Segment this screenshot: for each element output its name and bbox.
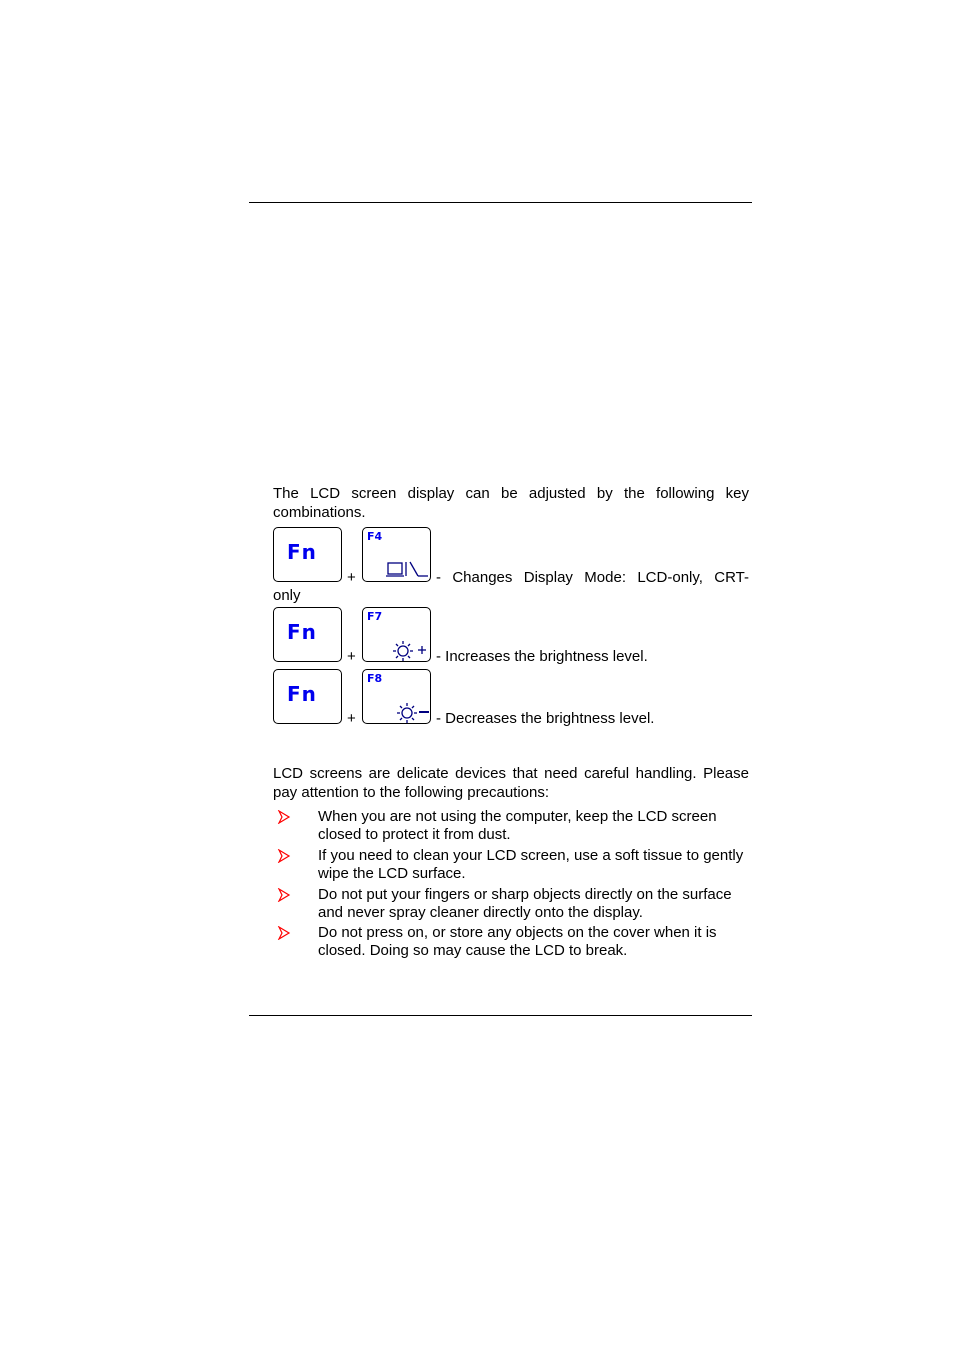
fn-key bbox=[273, 669, 342, 724]
fn-key-label: Fn bbox=[287, 540, 317, 564]
hotkey-f4-desc-wrap: only bbox=[273, 587, 301, 604]
precaution-item: Do not put your fingers or sharp objects directly on the surface and never spray cleaner directly onto the display. bbox=[318, 886, 732, 921]
fn-key-label: Fn bbox=[287, 620, 317, 644]
f7-key-label: F7 bbox=[367, 610, 383, 623]
plus-sign: + bbox=[347, 648, 356, 665]
fn-key bbox=[273, 527, 342, 582]
precaution-item: Do not press on, or store any objects on the cover when it is closed. Doing so may cause the LCD to break. bbox=[318, 924, 717, 959]
fn-key bbox=[273, 607, 342, 662]
f4-key bbox=[362, 527, 431, 582]
arrow-bullet-icon bbox=[277, 888, 291, 902]
precaution-item: When you are not using the computer, keep the LCD screen closed to protect it from dust. bbox=[318, 808, 717, 843]
f7-key bbox=[362, 607, 431, 662]
f4-key-label: F4 bbox=[367, 530, 383, 543]
brightness-up-icon bbox=[391, 640, 431, 662]
precaution-item: If you need to clean your LCD screen, use a soft tissue to gently wipe the LCD surface. bbox=[318, 847, 744, 882]
arrow-bullet-icon bbox=[277, 849, 291, 863]
hotkey-f4-desc: - Changes Display Mode: LCD-only, CRT- bbox=[436, 569, 749, 586]
header-rule bbox=[249, 202, 752, 203]
care-intro: LCD screens are delicate devices that need careful handling. Please pay attention to the following precautions: bbox=[273, 765, 749, 801]
hotkey-f7-desc: - Increases the brightness level. bbox=[436, 648, 648, 665]
brightness-down-icon bbox=[395, 702, 431, 724]
arrow-bullet-icon bbox=[277, 926, 291, 940]
hotkey-f8-desc: - Decreases the brightness level. bbox=[436, 710, 655, 727]
display-intro: The LCD screen display can be adjusted by the following key combinations. bbox=[273, 485, 749, 521]
footer-rule bbox=[249, 1015, 752, 1016]
fn-key-label: Fn bbox=[287, 682, 317, 706]
plus-sign: + bbox=[347, 710, 356, 727]
display-switch-icon bbox=[386, 561, 430, 579]
f8-key bbox=[362, 669, 431, 724]
plus-sign: + bbox=[347, 569, 356, 586]
f8-key-label: F8 bbox=[367, 672, 383, 685]
arrow-bullet-icon bbox=[277, 810, 291, 824]
